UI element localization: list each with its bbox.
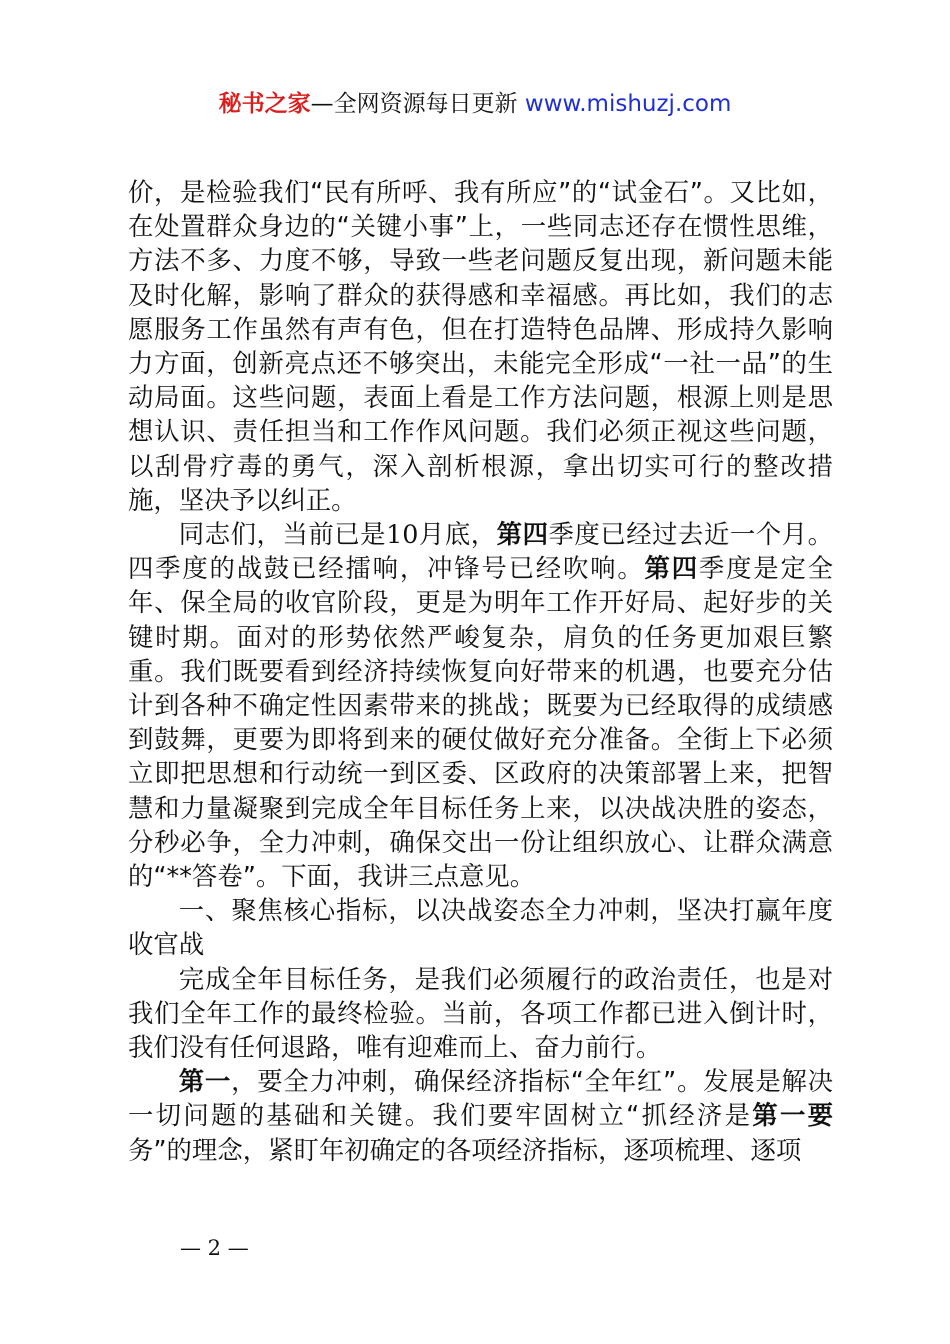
- bold-text: 第四: [644, 553, 699, 584]
- brand-name: 秘书之家: [218, 91, 311, 117]
- bold-text: 第四: [496, 519, 549, 550]
- paragraph-continuation: 价，是检验我们“民有所呼、我有所应”的“试金石”。又比如，在处置群众身边的“关键小事”上，一些同志还存在惯性思维，方法不多、力度不够，导致一些老问题反复出现，新问题未能及时化解，影响了群众的获得感和幸福感。再比如，我们的志愿服务工作虽然有声有色，但在打造特色品牌、形成持久影响力方面，创新亮点还不够突出，未能完全形成“一社一品”的生动局面。这些问题，表面上看是工作方法问题，根源上则是思想认识、责任担当和工作作风问题。我们必须正视这些问题，以刮骨疗毒的勇气，深入剖析根源，拿出切实可行的整改措施，坚决予以纠正。: [128, 177, 833, 515]
- paragraph-situation: [128, 517, 833, 893]
- text-run: 同志们，当前已是: [178, 519, 387, 550]
- paragraph-intro: 完成全年目标任务，是我们必须履行的政治责任，也是对我们全年工作的最终检验。当前，各项工作都已进入倒计时，我们没有任何退路，唯有迎难而上、奋力前行。: [128, 963, 833, 1063]
- header-tagline: —全网资源每日更新: [310, 91, 525, 117]
- page-number: — 2 —: [180, 1236, 249, 1260]
- site-url-link[interactable]: www.mishuzj.com: [524, 91, 732, 117]
- bold-text: 第一: [178, 1066, 232, 1097]
- text-run: 季度已经过去近一个月。四季度的战鼓已经擂响，冲锋号已经吹响。: [128, 519, 834, 584]
- bold-text: 第一要: [752, 1100, 834, 1131]
- text-run: 季度是定全年、保全局的收官阶段，更是为明年工作开好局、起好步的关键时期。面对的形势依然严峻复杂，肩负的任务更加艰巨繁重。我们既要看到经济持续恢复向好带来的机遇，也要充分估计到各种不确定性因素带来的挑战；既要为已经取得的成绩感到鼓舞，更要为即将到来的硬仗做好充分准备。全街上下必须立即把思想和行动统一到区委、区政府的决策部署上来，把智慧和力量凝聚到完成全年目标任务上来，以决战决胜的姿态，分秒必争，全力冲刺，确保交出一份让组织放心、让群众满意的“**答卷”。下面，我讲三点意见。: [128, 553, 834, 892]
- text-run: ，要全力冲刺，确保经济指标“全年红”。发展是解决一切问题的基础和关键。我们要牢固树立“抓经济是: [128, 1066, 833, 1131]
- site-header: [0, 88, 950, 120]
- paragraph-first-point: [128, 1064, 833, 1167]
- month-number: 10: [386, 519, 419, 550]
- text-run: 月底，: [418, 519, 497, 550]
- document-body: [128, 175, 833, 1167]
- section-heading: 一、聚焦核心指标，以决战姿态全力冲刺，坚决打赢年度收官战: [128, 895, 833, 960]
- text-run: 务”的理念，紧盯年初确定的各项经济指标，逐项梳理、逐项: [128, 1134, 802, 1165]
